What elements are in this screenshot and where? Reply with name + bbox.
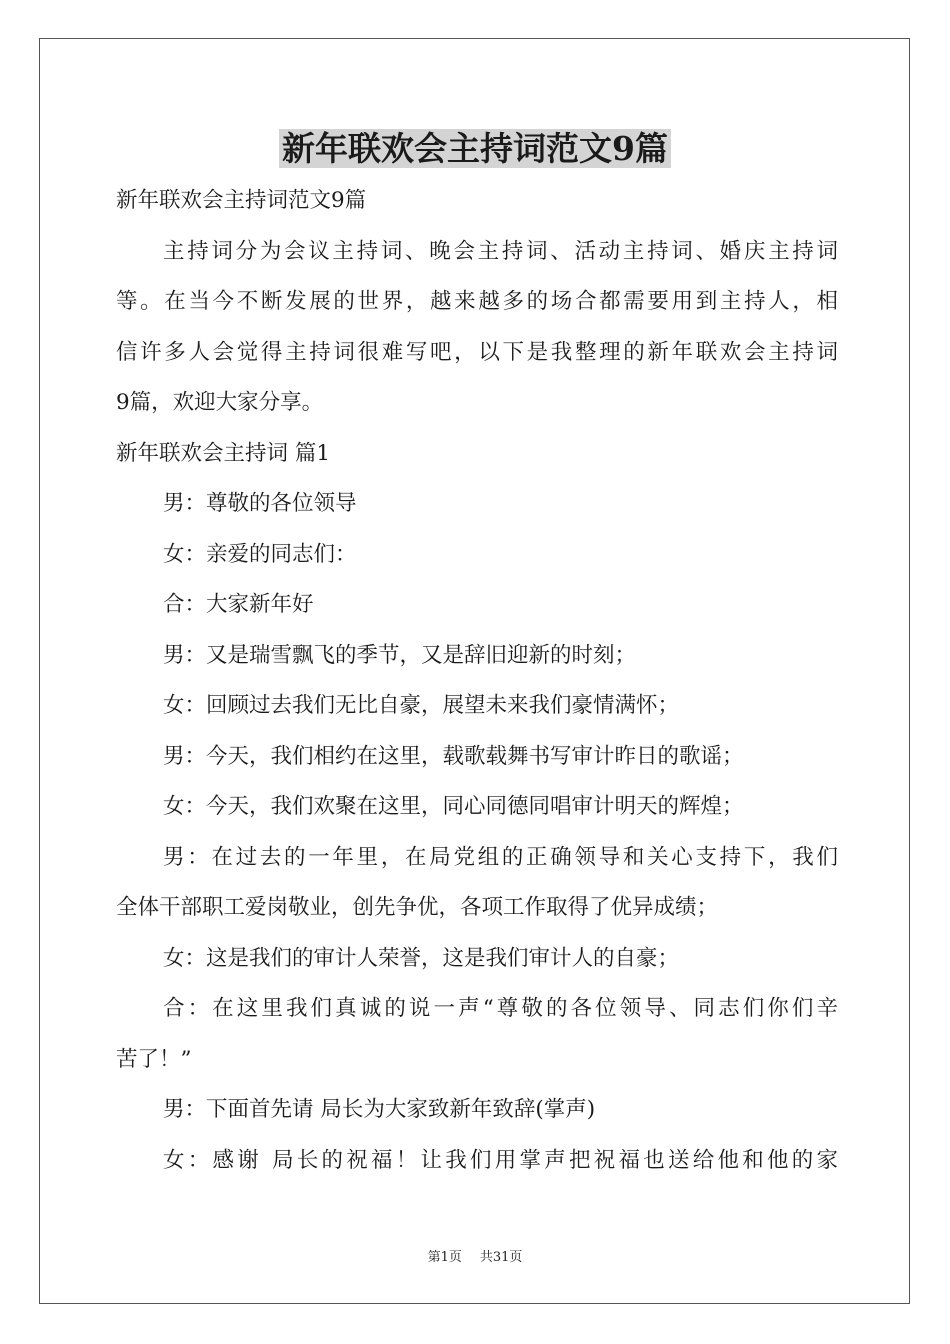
- page-footer: [0, 1246, 950, 1265]
- text-line: 等。在当今不断发展的世界，越来越多的场合都需要用到主持人，相: [116, 289, 838, 314]
- text-line: 信许多人会觉得主持词很难写吧，以下是我整理的新年联欢会主持词: [116, 339, 838, 365]
- text-line: 女：感谢 局长的祝福！让我们用掌声把祝福也送给他和他的家: [163, 1147, 838, 1173]
- document-title: [0, 126, 950, 172]
- text-line: 女：这是我们的审计人荣誉，这是我们审计人的自豪；: [163, 945, 680, 971]
- text-line: 全体干部职工爱岗敬业，创先争优，各项工作取得了优异成绩；: [116, 895, 719, 920]
- text-line: 9篇，欢迎大家分享。: [116, 390, 324, 415]
- text-line: 苦了！”: [116, 1046, 192, 1072]
- page-number: 第1页: [427, 1250, 462, 1265]
- text-line: 男：又是瑞雪飘飞的季节，又是辞旧迎新的时刻；: [163, 642, 637, 668]
- text-line: 男：在过去的一年里，在局党组的正确领导和关心支持下，我们: [163, 844, 838, 870]
- text-line: 主持词分为会议主持词、晚会主持词、活动主持词、婚庆主持词: [163, 238, 838, 264]
- text-line: 男：下面首先请 局长为大家致新年致辞(掌声): [163, 1097, 596, 1122]
- text-line: 男：尊敬的各位领导: [163, 491, 357, 516]
- text-line: 新年联欢会主持词范文9篇: [116, 188, 367, 213]
- text-line: 合：大家新年好: [163, 592, 314, 617]
- text-line: 合：在这里我们真诚的说一声“尊敬的各位领导、同志们你们辛: [163, 996, 838, 1021]
- text-line: 女：亲爱的同志们：: [163, 541, 357, 567]
- text-line: 男：今天，我们相约在这里，载歌载舞书写审计昨日的歌谣；: [163, 743, 744, 769]
- document-title-text: 新年联欢会主持词范文9篇: [279, 129, 671, 168]
- page-total: 共31页: [479, 1250, 523, 1265]
- text-line: 女：回顾过去我们无比自豪，展望未来我们豪情满怀；: [163, 693, 680, 718]
- text-line: 女：今天，我们欢聚在这里，同心同德同唱审计明天的辉煌；: [163, 794, 744, 819]
- text-line: 新年联欢会主持词 篇1: [116, 440, 331, 466]
- document-body: [116, 176, 838, 1186]
